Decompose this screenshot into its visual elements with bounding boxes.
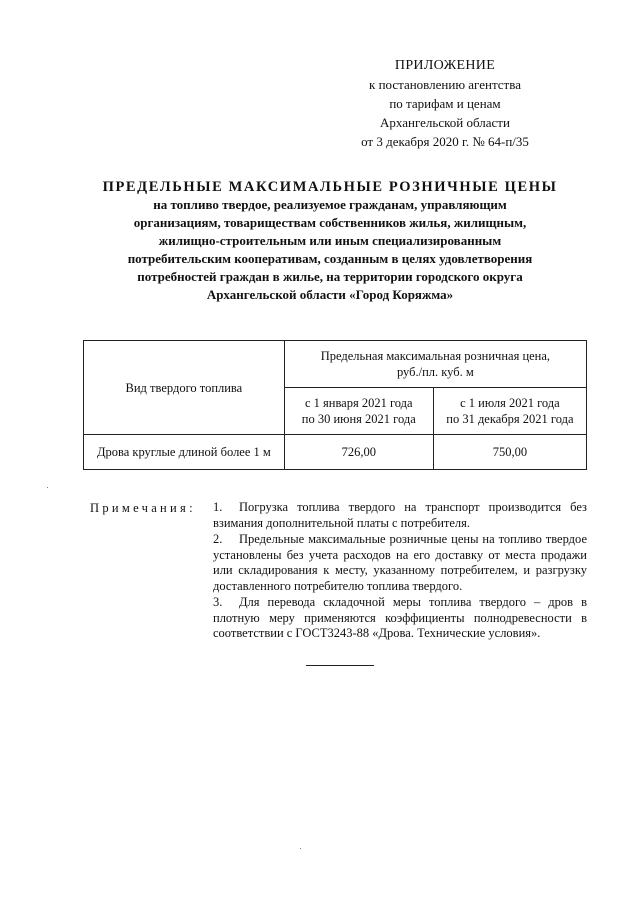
- price-cell-period-1: 726,00: [284, 435, 433, 470]
- appendix-line-1: к постановлению агентства: [369, 77, 521, 92]
- note-item-3: [213, 595, 587, 642]
- document-heading: [70, 178, 590, 304]
- table-row: [84, 435, 587, 470]
- heading-subtitle-line-6: Архангельской области «Город Коряжма»: [206, 287, 454, 302]
- period-header-2: [433, 388, 586, 435]
- period-2-line-2: по 31 декабря 2021 года: [446, 412, 574, 426]
- heading-subtitle-line-4: потребительским кооперативам, созданным в целях удовлетворения: [127, 251, 533, 266]
- table-header-row: [84, 341, 587, 388]
- notes-label: Примечания:: [90, 501, 196, 515]
- fuel-type-header: Вид твердого топлива: [84, 341, 285, 435]
- appendix-line-4: от 3 декабря 2020 г. № 64-п/35: [361, 134, 529, 149]
- price-group-header: [284, 341, 586, 388]
- appendix-title: ПРИЛОЖЕНИЕ: [394, 58, 496, 73]
- appendix-block: [330, 56, 560, 151]
- heading-main-title: ПРЕДЕЛЬНЫЕ МАКСИМАЛЬНЫЕ РОЗНИЧНЫЕ ЦЕНЫ: [102, 179, 558, 195]
- notes-list: [213, 500, 587, 643]
- period-2-line-1: с 1 июля 2021 года: [460, 396, 560, 410]
- note-text-1: Погрузка топлива твердого на транспорт производится без взимания дополнительной платы с потребителя.: [213, 500, 587, 530]
- heading-subtitle-line-2: организациям, товариществам собственников жилья, жилищным,: [133, 215, 527, 230]
- price-cell-period-2: 750,00: [433, 435, 586, 470]
- note-number-3: 3.: [213, 595, 223, 609]
- note-number-1: 1.: [213, 500, 223, 514]
- fuel-name-cell: Дрова круглые длиной более 1 м: [84, 435, 285, 470]
- heading-subtitle-line-5: потребностей граждан в жилье, на территории городского округа: [137, 269, 523, 284]
- heading-subtitle-line-3: жилищно-строительным или иным специализированным: [158, 233, 502, 248]
- period-1-line-1: с 1 января 2021 года: [304, 396, 413, 410]
- note-number-2: 2.: [213, 532, 223, 546]
- period-1-line-2: по 30 июня 2021 года: [301, 412, 416, 426]
- price-group-header-line-2: руб./пл. куб. м: [396, 365, 474, 379]
- scan-speck: [47, 487, 48, 488]
- heading-subtitle-line-1: на топливо твердое, реализуемое гражданам, управляющим: [153, 197, 507, 212]
- note-item-2: [213, 532, 587, 594]
- appendix-line-2: по тарифам и ценам: [389, 96, 501, 111]
- appendix-line-3: Архангельской области: [380, 115, 510, 130]
- scan-speck: [300, 848, 301, 849]
- note-text-2: Предельные максимальные розничные цены на топливо твердое установлены без учета расходов на его доставку от места продажи или складирования к месту, указанному потребителем, и разгрузку доставленного потребителю топлива твердого.: [213, 532, 587, 593]
- note-text-3: Для перевода складочной меры топлива твердого – дров в плотную меру применяются коэффициенты полнодревесности в соответствии с ГОСТ3243-88 «Дрова. Технические условия».: [213, 595, 587, 640]
- end-divider: [306, 665, 374, 666]
- price-group-header-line-1: Предельная максимальная розничная цена,: [320, 349, 551, 363]
- price-table: [83, 340, 587, 470]
- note-item-1: [213, 500, 587, 531]
- period-header-1: [284, 388, 433, 435]
